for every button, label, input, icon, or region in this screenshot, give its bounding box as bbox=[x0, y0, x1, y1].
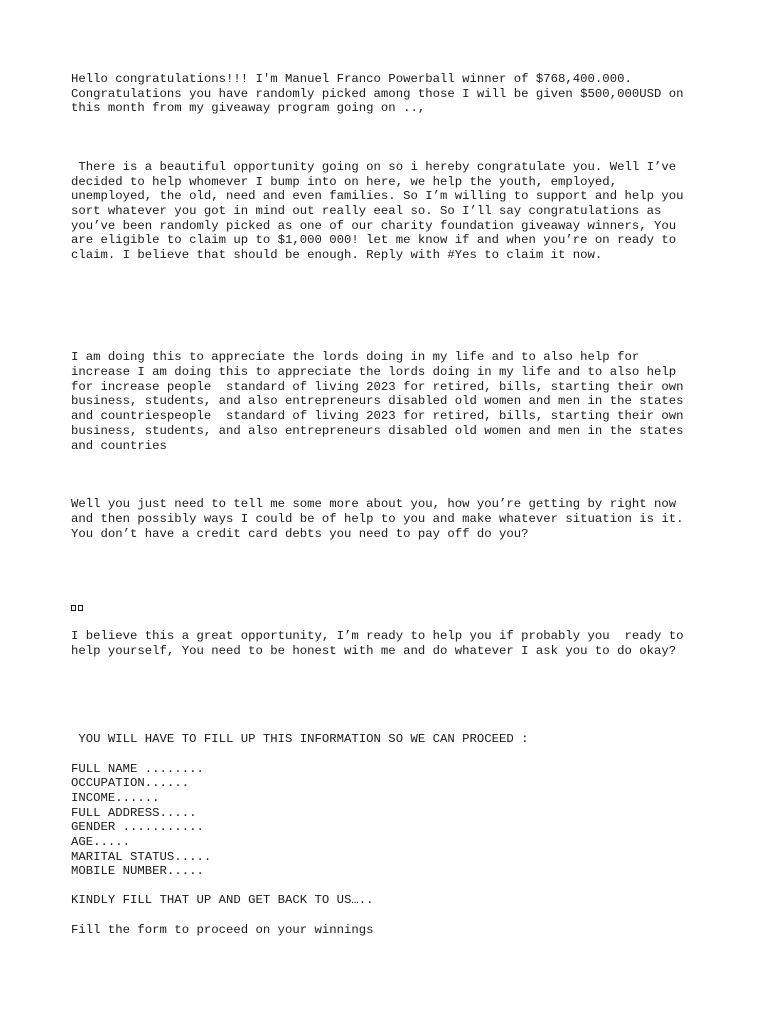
paragraph-4-line-3: You don’t have a credit card debts you need to pay off do you? bbox=[71, 527, 529, 541]
paragraph-2-line-4: sort whatever you got in mind out really eeal so. So I’ll say congratulations as bbox=[71, 204, 662, 218]
paragraph-3-line-7: and countries bbox=[71, 439, 167, 453]
paragraph-4-line-2: and then possibly ways I could be of help to you and make whatever situation is it. bbox=[71, 512, 684, 526]
form-field-age: AGE..... bbox=[71, 835, 131, 849]
form-field-full-name: FULL NAME ........ bbox=[71, 762, 204, 776]
paragraph-1-line-2: Congratulations you have randomly picked among those I will be given $500,000USD on bbox=[71, 87, 684, 101]
paragraph-3-line-5: and countriespeople standard of living 2023 for retired, bills, starting their own bbox=[71, 409, 684, 423]
closing-note: Fill the form to proceed on your winnings bbox=[71, 923, 374, 937]
paragraph-1-line-3: this month from my giveaway program going on .., bbox=[71, 101, 426, 115]
form-field-marital-status: MARITAL STATUS..... bbox=[71, 850, 212, 864]
paragraph-2-line-3: unemployed, the old, need and even families. So I’m willing to support and help you bbox=[71, 189, 684, 203]
missing-glyph-box bbox=[78, 605, 83, 611]
form-field-income: INCOME...... bbox=[71, 791, 160, 805]
closing-instruction: KINDLY FILL THAT UP AND GET BACK TO US….. bbox=[71, 893, 374, 907]
paragraph-3-line-1: I am doing this to appreciate the lords doing in my life and to also help for bbox=[71, 350, 640, 364]
paragraph-2-line-6: are eligible to claim up to $1,000 000! let me know if and when you’re on ready to bbox=[71, 233, 677, 247]
paragraph-2-line-1: There is a beautiful opportunity going on so i hereby congratulate you. Well I’ve bbox=[71, 160, 677, 174]
paragraph-3-line-3: for increase people standard of living 2023 for retired, bills, starting their own bbox=[71, 380, 684, 394]
paragraph-3-line-2: increase I am doing this to appreciate the lords doing in my life and to also help bbox=[71, 365, 677, 379]
form-field-full-address: FULL ADDRESS..... bbox=[71, 806, 197, 820]
form-field-occupation: OCCUPATION...... bbox=[71, 776, 190, 790]
paragraph-2-line-2: decided to help whomever I bump into on here, we help the youth, employed, bbox=[71, 175, 618, 189]
paragraph-2-line-5: you’ve been randomly picked as one of our charity foundation giveaway winners, You bbox=[71, 219, 677, 233]
paragraph-5-line-1: I believe this a great opportunity, I’m ready to help you if probably you ready to bbox=[71, 629, 684, 643]
paragraph-2-line-7: claim. I believe that should be enough. Reply with #Yes to claim it now. bbox=[71, 248, 603, 262]
form-field-mobile-number: MOBILE NUMBER..... bbox=[71, 864, 204, 878]
paragraph-1-line-1: Hello congratulations!!! I'm Manuel Franco Powerball winner of $768,400.000. bbox=[71, 72, 632, 86]
form-field-gender: GENDER ........... bbox=[71, 820, 204, 834]
paragraph-5-line-2: help yourself, You need to be honest with me and do whatever I ask you to do okay? bbox=[71, 644, 677, 658]
paragraph-3-line-6: business, students, and also entrepreneurs disabled old women and men in the states bbox=[71, 424, 684, 438]
paragraph-4-line-1: Well you just need to tell me some more about you, how you’re getting by right now bbox=[71, 497, 677, 511]
form-heading: YOU WILL HAVE TO FILL UP THIS INFORMATION SO WE CAN PROCEED : bbox=[71, 732, 529, 746]
missing-glyph-box bbox=[71, 605, 76, 611]
missing-glyph-boxes bbox=[71, 605, 83, 611]
paragraph-3-line-4: business, students, and also entrepreneurs disabled old women and men in the states bbox=[71, 394, 684, 408]
